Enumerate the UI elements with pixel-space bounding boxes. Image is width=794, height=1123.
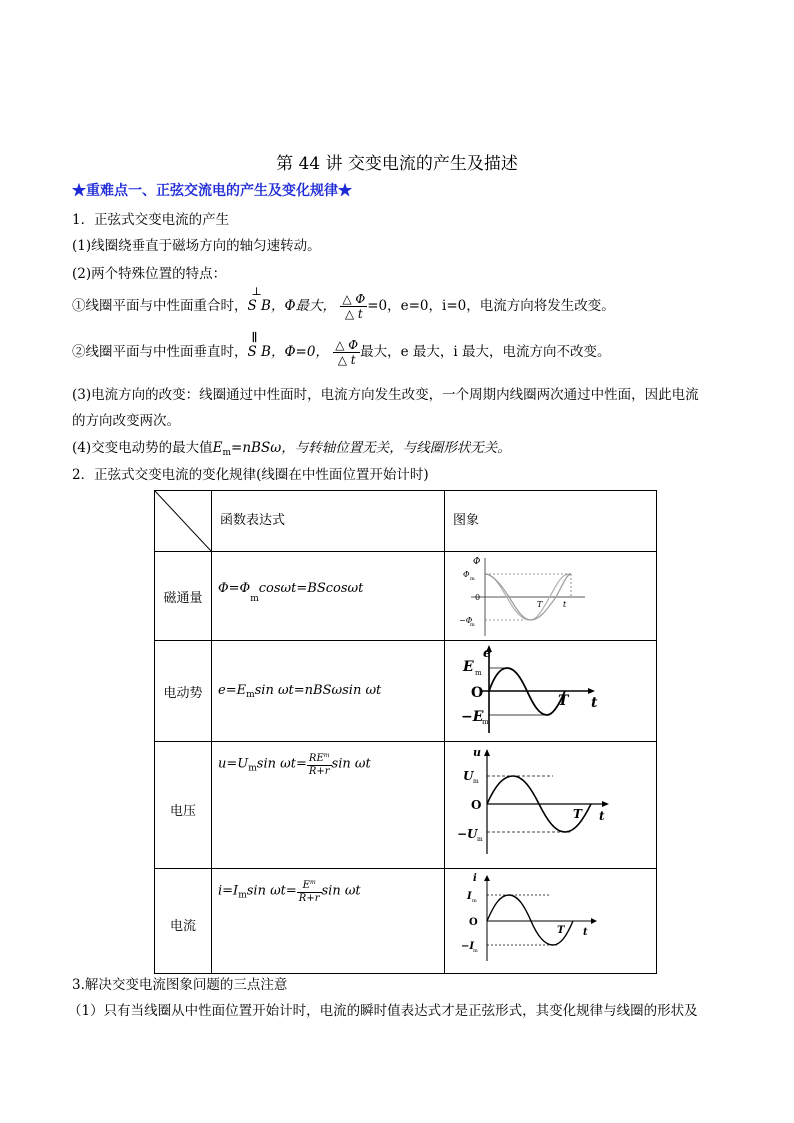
condition-1-fraction xyxy=(340,292,367,321)
formula-part: Φ=Φ xyxy=(218,580,251,596)
parallel-icon: ∥ xyxy=(251,331,258,344)
paragraph-item-3-line-2: 的方向改变两次。 xyxy=(72,413,180,429)
condition-2-prefix: ②线圈平面与中性面垂直时， xyxy=(72,344,248,360)
peak-label: U xyxy=(463,769,474,783)
formula-voltage xyxy=(212,742,445,869)
symbol-s: S xyxy=(247,344,257,360)
peak-sub: m xyxy=(470,576,475,582)
condition-2 xyxy=(72,331,611,367)
formula-sub: m xyxy=(238,890,247,901)
condition-1 xyxy=(72,285,615,321)
formula-emf xyxy=(212,641,445,742)
diagonal-line xyxy=(155,491,211,551)
fraction-numerator: △ Φ xyxy=(335,338,359,352)
perpendicular-icon: ⊥ xyxy=(251,285,262,298)
item-4-em: E xyxy=(212,440,223,456)
paragraph-item-2: (2)两个特殊位置的特点： xyxy=(72,266,227,282)
formula-rest: cosωt=BScosωt xyxy=(258,580,364,596)
formula-current xyxy=(212,869,445,974)
graph-cell-flux xyxy=(445,552,657,641)
numerator-text: E xyxy=(302,880,310,891)
header-graph-cell: 图象 xyxy=(445,491,657,552)
section-heading: ★重难点一、正弦交流电的产生及变化规律★ xyxy=(72,183,352,199)
symbol-s: S xyxy=(247,298,257,314)
peak-label: E xyxy=(463,659,474,675)
period-label: T xyxy=(557,925,565,936)
trough-label: −I xyxy=(461,941,475,952)
fraction-numerator xyxy=(297,877,322,893)
subsection-title-3: 3.解决交变电流图象问题的三点注意 xyxy=(72,977,288,993)
fraction-denominator: △ t xyxy=(344,307,363,321)
condition-1-suffix: =0，e=0，i=0，电流方向将发生改变。 xyxy=(367,298,615,314)
origin-label: O xyxy=(469,917,478,928)
formula-tail: sin ωt xyxy=(331,756,371,772)
formula-flux xyxy=(212,552,445,641)
formula-rest: sin ωt= xyxy=(256,756,307,772)
ac-law-table xyxy=(154,490,657,974)
table-header-row xyxy=(155,491,657,552)
trough-sub: m xyxy=(482,718,489,726)
origin-label: O xyxy=(471,685,484,701)
fraction-denominator: R+r xyxy=(298,893,320,904)
formula-part: u=U xyxy=(218,756,249,772)
table-row xyxy=(155,641,657,742)
trough-sub: m xyxy=(473,948,478,954)
fraction-denominator: R+r xyxy=(308,766,330,777)
peak-sub: m xyxy=(472,898,477,904)
origin-label: O xyxy=(471,798,482,812)
table-row xyxy=(155,869,657,974)
trough-sub: m xyxy=(477,836,483,843)
formula-rest: sin ωt= xyxy=(246,883,297,899)
graph-cell-voltage xyxy=(445,742,657,869)
formula-rest: sin ωt=nBSωsin ωt xyxy=(254,682,382,698)
emf-graph xyxy=(445,641,648,741)
fraction-numerator: △ Φ xyxy=(342,292,366,306)
period-label: T xyxy=(558,693,569,709)
trough-sub: m xyxy=(470,622,475,628)
trough-label: −Φ xyxy=(459,616,473,625)
formula-fraction xyxy=(307,750,332,778)
fraction-numerator xyxy=(307,750,332,766)
y-axis-label: i xyxy=(473,873,477,884)
numerator-sup: m xyxy=(309,879,316,886)
period-label: T xyxy=(537,600,543,609)
paragraph-3-item-1: （1）只有当线圈从中性面位置开始计时，电流的瞬时值表达式才是正弦形式，其变化规律与线圈的形状及 xyxy=(68,1003,698,1019)
trough-label: −U xyxy=(457,827,478,841)
x-axis-label: t xyxy=(583,927,588,938)
page-title: 第 44 讲 交变电流的产生及描述 xyxy=(276,154,518,174)
peak-label: Φ xyxy=(463,570,470,579)
condition-2-s xyxy=(247,331,258,360)
header-formula-cell: 函数表达式 xyxy=(212,491,445,552)
row-label-flux: 磁通量 xyxy=(155,552,212,641)
x-axis-label: t xyxy=(563,600,567,609)
condition-1-s xyxy=(247,285,262,314)
row-label-voltage: 电压 xyxy=(155,742,212,869)
graph-cell-current xyxy=(445,869,657,974)
paragraph-item-4 xyxy=(72,436,511,458)
paragraph-item-1: (1)线圈绕垂直于磁场方向的轴匀速转动。 xyxy=(72,238,321,254)
y-axis-label: e xyxy=(483,646,492,661)
subsection-title-2: 2．正弦式交变电流的变化规律(线圈在中性面位置开始计时) xyxy=(72,467,429,483)
graph-cell-emf xyxy=(445,641,657,742)
item-4-suffix: =nBSω，与转轴位置无关，与线圈形状无关。 xyxy=(231,440,511,456)
item-4-prefix: (4)交变电动势的最大值 xyxy=(72,440,213,456)
row-label-current: 电流 xyxy=(155,869,212,974)
formula-sub: m xyxy=(248,763,257,774)
condition-2-b: B，Φ=0， xyxy=(261,344,329,360)
fraction-denominator: △ t xyxy=(337,353,356,367)
condition-1-prefix: ①线圈平面与中性面重合时， xyxy=(72,298,248,314)
voltage-graph xyxy=(445,742,648,868)
x-axis-label: t xyxy=(599,809,605,823)
origin-label: 0 xyxy=(475,593,481,602)
peak-sub: m xyxy=(473,778,479,785)
flux-graph xyxy=(445,552,648,640)
period-label: T xyxy=(573,807,582,821)
formula-part: i=I xyxy=(218,883,239,899)
trough-label: −E xyxy=(461,709,484,725)
current-graph xyxy=(445,869,648,973)
formula-fraction xyxy=(297,877,322,905)
sine-curve xyxy=(487,895,573,945)
subsection-title-1: 1．正弦式交变电流的产生 xyxy=(72,212,230,228)
table-row xyxy=(155,552,657,641)
condition-1-b: B，Φ最大， xyxy=(261,298,337,314)
table-row xyxy=(155,742,657,869)
peak-sub: m xyxy=(475,669,482,677)
x-axis-label: t xyxy=(591,695,598,711)
condition-2-suffix: 最大，e 最大，i 最大，电流方向不改变。 xyxy=(360,344,611,360)
y-axis-label: u xyxy=(473,746,481,759)
item-4-em-sub: m xyxy=(222,448,232,458)
paragraph-item-3-line-1: (3)电流方向的改变：线圈通过中性面时，电流方向发生改变，一个周期内线圈两次通过中性面，因此电流 xyxy=(72,387,699,403)
numerator-text: RE xyxy=(308,753,324,764)
numerator-sup: m xyxy=(323,752,330,759)
header-corner-cell xyxy=(155,491,212,552)
formula-part: e=E xyxy=(218,682,247,698)
row-label-emf: 电动势 xyxy=(155,641,212,742)
formula-tail: sin ωt xyxy=(321,883,361,899)
peak-label: I xyxy=(467,891,472,902)
formula-sub: m xyxy=(246,689,255,700)
condition-2-fraction xyxy=(333,338,360,367)
y-axis-label: Φ xyxy=(473,557,481,567)
formula-sub: m xyxy=(250,593,259,604)
